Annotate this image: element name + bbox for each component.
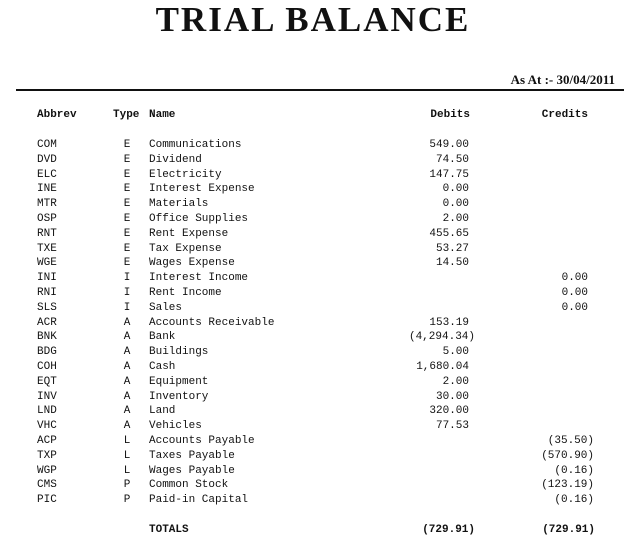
account-name: Communications — [149, 139, 242, 151]
account-name: Buildings — [149, 346, 209, 359]
account-type: L — [123, 449, 131, 462]
account-type: A — [123, 420, 131, 433]
table-row — [0, 449, 631, 464]
table-row — [0, 212, 631, 227]
account-name: Land — [149, 405, 176, 418]
account-abbrev: LND — [37, 405, 57, 418]
account-type: A — [123, 331, 131, 344]
account-abbrev: SLS — [37, 301, 57, 314]
account-name: Electricity — [149, 168, 222, 181]
account-type: P — [123, 494, 131, 507]
table-row — [0, 153, 631, 168]
account-credit: (35.50) — [547, 434, 594, 447]
account-type: L — [123, 464, 131, 477]
account-type: A — [123, 346, 131, 359]
account-credit: 0.00 — [561, 301, 588, 314]
account-abbrev: INV — [37, 390, 57, 403]
table-row — [0, 271, 631, 286]
account-abbrev: TXP — [37, 449, 57, 462]
account-type: E — [123, 183, 131, 196]
account-credit: (0.16) — [554, 464, 594, 477]
account-name: Common Stock — [149, 479, 229, 492]
account-type: I — [123, 286, 131, 299]
account-debit: 2.00 — [442, 212, 469, 225]
table-row — [0, 404, 631, 419]
account-type: E — [123, 212, 131, 225]
account-name: Accounts Payable — [149, 434, 255, 447]
account-type: P — [123, 479, 131, 492]
account-name: Materials — [149, 198, 209, 211]
totals-label: TOTALS — [149, 524, 189, 536]
account-type: A — [123, 360, 131, 373]
account-type: L — [123, 434, 131, 447]
account-type: E — [123, 242, 131, 255]
account-abbrev: TXE — [37, 242, 57, 255]
account-debit: (4,294.34) — [408, 331, 475, 344]
table-row — [0, 301, 631, 316]
table-row — [0, 375, 631, 390]
table-row — [0, 256, 631, 271]
column-header-credits: Credits — [541, 109, 588, 121]
account-name: Cash — [149, 360, 176, 373]
column-header-type: Type — [113, 109, 140, 121]
account-abbrev: ACP — [37, 434, 57, 447]
account-abbrev: CMS — [37, 479, 57, 492]
account-name: Equipment — [149, 375, 209, 388]
account-type: E — [123, 153, 131, 166]
account-abbrev: EQT — [37, 375, 57, 388]
table-row — [0, 345, 631, 360]
account-debit: 0.00 — [442, 198, 469, 211]
account-name: Sales — [149, 301, 183, 314]
account-abbrev: WGP — [37, 464, 57, 477]
account-abbrev: RNT — [37, 227, 57, 240]
table-row — [0, 197, 631, 212]
account-abbrev: COH — [37, 360, 57, 373]
column-header-abbrev: Abbrev — [37, 109, 77, 121]
table-row — [0, 227, 631, 242]
report-title: TRIAL BALANCE — [155, 0, 471, 39]
account-abbrev: VHC — [37, 420, 57, 433]
table-row — [0, 478, 631, 493]
account-abbrev: BNK — [37, 331, 57, 344]
account-type: A — [123, 405, 131, 418]
account-name: Interest Income — [149, 272, 249, 285]
account-name: Rent Expense — [149, 227, 229, 240]
account-abbrev: INI — [37, 272, 57, 285]
account-type: E — [123, 139, 131, 151]
account-name: Dividend — [149, 153, 202, 166]
table-row — [0, 360, 631, 375]
account-debit: 2.00 — [442, 375, 469, 388]
account-name: Taxes Payable — [149, 449, 235, 462]
account-debit: 153.19 — [429, 316, 469, 329]
account-abbrev: BDG — [37, 346, 57, 359]
table-row — [0, 464, 631, 479]
table-row — [0, 434, 631, 449]
table-row — [0, 182, 631, 197]
table-row — [0, 242, 631, 257]
account-credit: (570.90) — [541, 449, 594, 462]
account-name: Vehicles — [149, 420, 202, 433]
account-credit: 0.00 — [561, 272, 588, 285]
account-credit: 0.00 — [561, 286, 588, 299]
totals-credit: (729.91) — [542, 524, 595, 536]
account-debit: 147.75 — [429, 168, 469, 181]
account-type: E — [123, 257, 131, 270]
table-row — [0, 286, 631, 301]
account-debit: 14.50 — [435, 257, 469, 270]
account-debit: 5.00 — [442, 346, 469, 359]
account-name: Wages Payable — [149, 464, 235, 477]
account-name: Paid-in Capital — [149, 494, 249, 507]
table-row — [0, 168, 631, 183]
totals-debit: (729.91) — [422, 524, 475, 536]
account-name: Wages Expense — [149, 257, 235, 270]
account-debit: 74.50 — [435, 153, 469, 166]
column-header-debits: Debits — [430, 109, 470, 121]
account-abbrev: ELC — [37, 168, 57, 181]
account-name: Office Supplies — [149, 212, 249, 225]
account-debit: 549.00 — [429, 139, 469, 151]
totals-row — [0, 523, 631, 537]
header-rule — [16, 89, 624, 91]
account-type: E — [123, 168, 131, 181]
account-abbrev: OSP — [37, 212, 57, 225]
account-abbrev: RNI — [37, 286, 57, 299]
table-row — [0, 330, 631, 345]
table-row — [0, 316, 631, 331]
account-debit: 53.27 — [435, 242, 469, 255]
as-at-date: As At :- 30/04/2011 — [510, 72, 615, 87]
account-type: A — [123, 390, 131, 403]
table-row — [0, 493, 631, 508]
table-row — [0, 138, 631, 153]
account-abbrev: COM — [37, 139, 57, 151]
account-name: Inventory — [149, 390, 209, 403]
account-debit: 77.53 — [435, 420, 469, 433]
account-debit: 30.00 — [435, 390, 469, 403]
account-name: Bank — [149, 331, 176, 344]
account-abbrev: INE — [37, 183, 57, 196]
account-credit: (123.19) — [541, 479, 594, 492]
table-row — [0, 419, 631, 434]
account-debit: 455.65 — [429, 227, 469, 240]
account-name: Accounts Receivable — [149, 316, 275, 329]
account-type: A — [123, 316, 131, 329]
account-abbrev: MTR — [37, 198, 57, 211]
account-abbrev: PIC — [37, 494, 57, 507]
column-header-row — [0, 108, 631, 122]
account-abbrev: WGE — [37, 257, 57, 270]
account-name: Rent Income — [149, 286, 222, 299]
account-type: E — [123, 198, 131, 211]
account-name: Tax Expense — [149, 242, 222, 255]
account-credit: (0.16) — [554, 494, 594, 507]
account-abbrev: ACR — [37, 316, 57, 329]
account-debit: 320.00 — [429, 405, 469, 418]
account-type: I — [123, 272, 131, 285]
account-type: A — [123, 375, 131, 388]
account-debit: 1,680.04 — [416, 360, 469, 373]
account-abbrev: DVD — [37, 153, 57, 166]
account-type: E — [123, 227, 131, 240]
account-debit: 0.00 — [442, 183, 469, 196]
account-type: I — [123, 301, 131, 314]
account-rows — [0, 138, 631, 508]
account-name: Interest Expense — [149, 183, 255, 196]
column-header-name: Name — [149, 109, 176, 121]
table-row — [0, 390, 631, 405]
